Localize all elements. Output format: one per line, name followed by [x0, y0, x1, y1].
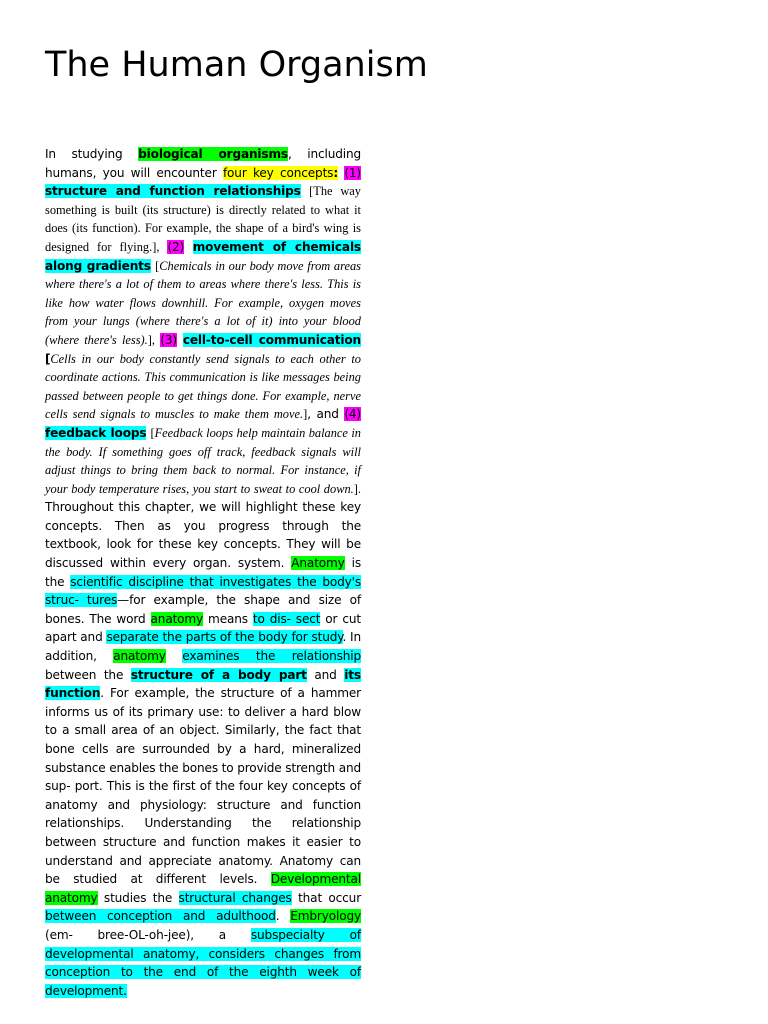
text-segment: . For example, the structure of a hammer informs us of its primary use: to deliver a hard blow to a small area of an object. Similarly, the fact that bone cells are surrounded by a hard, mineralized substance enables the bones to provide strength and sup- port. This is the first of the four key concepts of anatomy and physiology: structure and function relationships. Understanding the relationship between structure and function makes it easier to understand and appreciate anatomy. Anatomy can be studied at different levels.	[45, 686, 361, 887]
highlight-cyan: structural changes	[178, 890, 292, 905]
body-paragraph	[45, 145, 361, 1000]
annotation-text: Chemicals in our body move from areas where there's a lot of them to areas where there's less. This is like how water flows downhill. For example, oxygen moves from your lungs (where there's a lot of it) into your blood (where there's less).	[45, 258, 361, 347]
highlight-cyan: scientific discipline that investigates the body's struc- tures	[45, 574, 361, 608]
highlight-cyan: movement of chemicals along gradients	[45, 239, 361, 273]
text-segment: In studying	[45, 147, 139, 161]
highlight-green: anatomy	[150, 611, 204, 626]
text-segment: —for example, the shape and size of bones. The word	[45, 593, 362, 626]
text-segment: .	[275, 909, 291, 924]
annotation-text: Feedback loops help maintain balance in the body. If something goes off track, feedback signals will adjust things to bring them back to normal. For instance, if your body temperature rises, you start to sweat to cool down.	[45, 425, 361, 496]
highlight-cyan: feedback loops	[45, 425, 147, 440]
text-segment	[184, 240, 193, 254]
text-segment: means	[203, 611, 253, 626]
highlight-cyan: structure and function relationships	[45, 184, 301, 199]
text-segment	[177, 333, 183, 347]
annotation-text: ],	[147, 332, 161, 347]
highlight-cyan: separate the parts of the body for study	[106, 630, 343, 645]
highlight-cyan: between conception and adulthood	[45, 909, 276, 924]
text-segment	[301, 184, 309, 198]
annotation-text: ].	[353, 481, 361, 496]
highlight-green: Anatomy	[291, 556, 345, 571]
highlight-magenta: (3)	[160, 332, 177, 347]
text-segment: between the	[45, 667, 131, 682]
highlight-cyan: examines the relationship	[182, 649, 361, 664]
text-segment: or cut apart and	[45, 611, 361, 645]
highlight-yellow: four key concepts	[222, 165, 334, 180]
text-segment: and	[306, 667, 345, 682]
highlight-cyan: its function	[45, 667, 361, 701]
highlight-cyan: cell-to-cell communication	[182, 332, 361, 347]
text-segment: , and	[307, 407, 345, 422]
text-segment: [	[45, 351, 51, 366]
annotation-text: ,	[156, 239, 168, 254]
annotation-text: [The way something is built (its structure) is directly related to what it does (its function). For example, the shape of a bird's wing is designed for flying.]	[45, 184, 361, 254]
highlight-green: anatomy	[113, 649, 166, 664]
highlight-green: Embryology	[290, 909, 362, 924]
text-segment: Throughout this chapter, we will highlight these key concepts. Then as you progress through the textbook, look for these key concepts. They will be discussed within every organ. system.	[45, 500, 361, 571]
annotation-text: Cells in our body constantly send signals to each other to coordinate actions. This communication is like messages being passed between people to get things done. For example, nerve cells send signals to muscles to make them move.	[45, 351, 361, 422]
highlight-cyan: structure of a body part	[130, 667, 307, 682]
highlight-cyan: to dis- sect	[252, 611, 321, 626]
highlight-cyan: subspecialty of developmental anatomy, considers changes from conception to the end of the eighth week of development.	[45, 927, 361, 998]
highlight-green: biological organisms	[138, 147, 288, 161]
text-segment: . In addition,	[45, 630, 361, 664]
highlight-magenta: (1)	[344, 165, 361, 180]
text-segment: , including humans, you will encounter	[45, 147, 361, 180]
highlight-magenta: (4)	[344, 407, 361, 422]
annotation-text: ]	[303, 407, 308, 422]
text-segment: (em- bree-OL-oh-jee), a	[45, 927, 251, 942]
annotation-text: [	[150, 425, 155, 440]
text-segment: studies the	[97, 890, 179, 905]
highlight-yellow: :	[333, 165, 338, 180]
text-segment: is the	[45, 556, 361, 589]
highlight-magenta: (2)	[167, 239, 185, 254]
page-title: The Human Organism	[45, 45, 428, 85]
text-segment: that occur	[291, 890, 362, 905]
highlight-green: Developmental anatomy	[45, 872, 361, 905]
annotation-text: [	[155, 258, 160, 273]
text-segment	[166, 649, 182, 663]
